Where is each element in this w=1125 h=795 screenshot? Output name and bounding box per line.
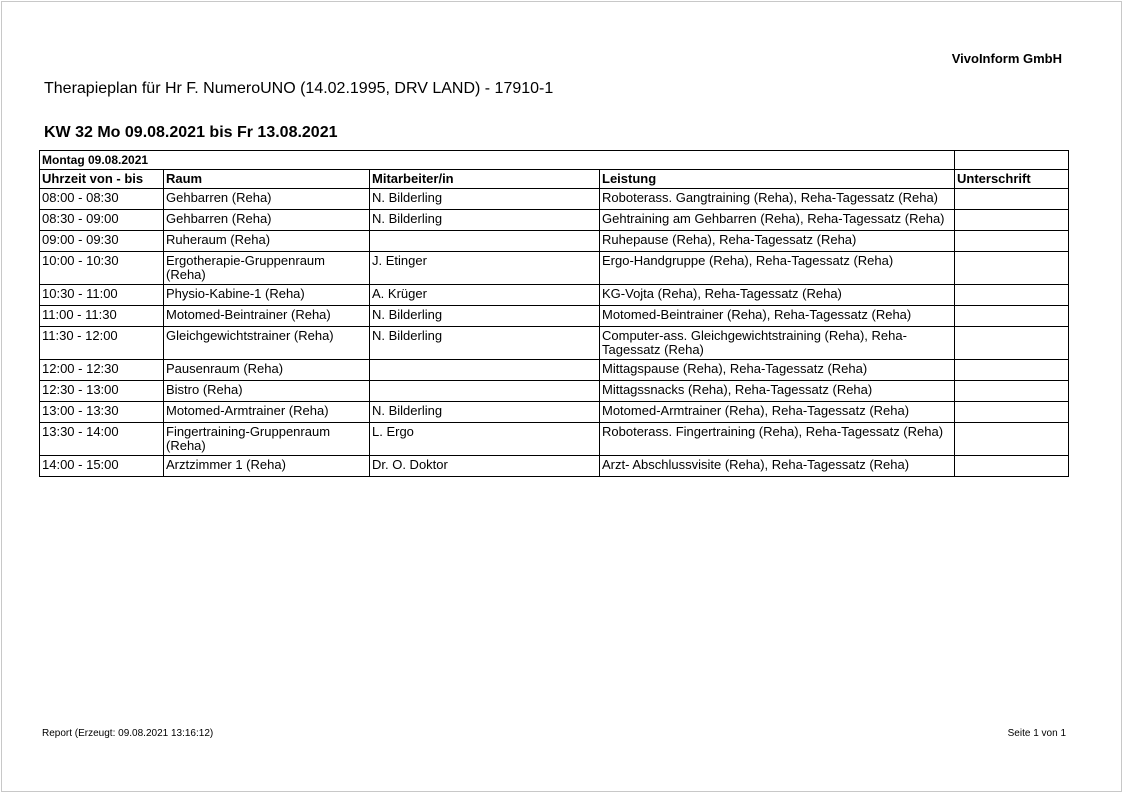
day-label: Montag 09.08.2021 (40, 151, 955, 170)
service-cell: Motomed-Beintrainer (Reha), Reha-Tagessatz (Reha) (600, 306, 955, 327)
week-title: KW 32 Mo 09.08.2021 bis Fr 13.08.2021 (44, 124, 338, 141)
signature-cell (955, 381, 1069, 402)
signature-cell (955, 231, 1069, 252)
service-cell: Arzt- Abschlussvisite (Reha), Reha-Tagessatz (Reha) (600, 456, 955, 477)
staff-cell: J. Etinger (370, 252, 600, 285)
time-cell: 13:00 - 13:30 (40, 402, 164, 423)
room-cell: Ruheraum (Reha) (164, 231, 370, 252)
time-cell: 13:30 - 14:00 (40, 423, 164, 456)
service-cell: Ruhepause (Reha), Reha-Tagessatz (Reha) (600, 231, 955, 252)
column-header-service: Leistung (600, 170, 955, 189)
room-cell: Fingertraining-Gruppenraum (Reha) (164, 423, 370, 456)
room-cell: Pausenraum (Reha) (164, 360, 370, 381)
signature-cell (955, 189, 1069, 210)
staff-cell: N. Bilderling (370, 327, 600, 360)
table-row (40, 456, 1069, 477)
room-cell: Bistro (Reha) (164, 381, 370, 402)
signature-cell (955, 327, 1069, 360)
staff-cell: N. Bilderling (370, 306, 600, 327)
room-cell: Ergotherapie-Gruppenraum (Reha) (164, 252, 370, 285)
signature-cell (955, 306, 1069, 327)
staff-cell: N. Bilderling (370, 189, 600, 210)
staff-cell (370, 381, 600, 402)
column-header-staff: Mitarbeiter/in (370, 170, 600, 189)
page-number: Seite 1 von 1 (1007, 728, 1066, 739)
signature-cell (955, 210, 1069, 231)
time-cell: 12:00 - 12:30 (40, 360, 164, 381)
company-name: VivoInform GmbH (951, 51, 1062, 66)
staff-cell: N. Bilderling (370, 402, 600, 423)
table-row (40, 360, 1069, 381)
time-cell: 09:00 - 09:30 (40, 231, 164, 252)
day-signature-cell (955, 151, 1069, 170)
table-row (40, 327, 1069, 360)
time-cell: 08:30 - 09:00 (40, 210, 164, 231)
time-cell: 10:00 - 10:30 (40, 252, 164, 285)
staff-cell (370, 231, 600, 252)
signature-cell (955, 360, 1069, 381)
service-cell: Roboterass. Gangtraining (Reha), Reha-Tagessatz (Reha) (600, 189, 955, 210)
table-row (40, 285, 1069, 306)
time-cell: 12:30 - 13:00 (40, 381, 164, 402)
signature-cell (955, 285, 1069, 306)
service-cell: Roboterass. Fingertraining (Reha), Reha-Tagessatz (Reha) (600, 423, 955, 456)
signature-cell (955, 423, 1069, 456)
signature-cell (955, 252, 1069, 285)
signature-cell (955, 402, 1069, 423)
table-row (40, 423, 1069, 456)
table-row (40, 381, 1069, 402)
room-cell: Motomed-Armtrainer (Reha) (164, 402, 370, 423)
report-timestamp: Report (Erzeugt: 09.08.2021 13:16:12) (42, 728, 214, 739)
table-row (40, 189, 1069, 210)
time-cell: 14:00 - 15:00 (40, 456, 164, 477)
room-cell: Gehbarren (Reha) (164, 189, 370, 210)
column-header-signature: Unterschrift (955, 170, 1069, 189)
staff-cell (370, 360, 600, 381)
table-row (40, 306, 1069, 327)
room-cell: Gehbarren (Reha) (164, 210, 370, 231)
therapy-plan-table (39, 150, 1069, 477)
room-cell: Motomed-Beintrainer (Reha) (164, 306, 370, 327)
service-cell: Ergo-Handgruppe (Reha), Reha-Tagessatz (Reha) (600, 252, 955, 285)
column-header-row (40, 170, 1069, 189)
column-header-time: Uhrzeit von - bis (40, 170, 164, 189)
service-cell: Mittagspause (Reha), Reha-Tagessatz (Reha) (600, 360, 955, 381)
staff-cell: A. Krüger (370, 285, 600, 306)
staff-cell: L. Ergo (370, 423, 600, 456)
table-row (40, 210, 1069, 231)
time-cell: 10:30 - 11:00 (40, 285, 164, 306)
document-title: Therapieplan für Hr F. NumeroUNO (14.02.1995, DRV LAND) - 17910-1 (44, 80, 554, 97)
staff-cell: N. Bilderling (370, 210, 600, 231)
service-cell: Motomed-Armtrainer (Reha), Reha-Tagessatz (Reha) (600, 402, 955, 423)
service-cell: Mittagssnacks (Reha), Reha-Tagessatz (Reha) (600, 381, 955, 402)
time-cell: 08:00 - 08:30 (40, 189, 164, 210)
staff-cell: Dr. O. Doktor (370, 456, 600, 477)
room-cell: Gleichgewichtstrainer (Reha) (164, 327, 370, 360)
service-cell: KG-Vojta (Reha), Reha-Tagessatz (Reha) (600, 285, 955, 306)
day-header-row (40, 151, 1069, 170)
service-cell: Gehtraining am Gehbarren (Reha), Reha-Tagessatz (Reha) (600, 210, 955, 231)
column-header-room: Raum (164, 170, 370, 189)
table-row (40, 402, 1069, 423)
signature-cell (955, 456, 1069, 477)
table-row (40, 252, 1069, 285)
table-row (40, 231, 1069, 252)
service-cell: Computer-ass. Gleichgewichtstraining (Reha), Reha-Tagessatz (Reha) (600, 327, 955, 360)
time-cell: 11:30 - 12:00 (40, 327, 164, 360)
room-cell: Arztzimmer 1 (Reha) (164, 456, 370, 477)
room-cell: Physio-Kabine-1 (Reha) (164, 285, 370, 306)
time-cell: 11:00 - 11:30 (40, 306, 164, 327)
